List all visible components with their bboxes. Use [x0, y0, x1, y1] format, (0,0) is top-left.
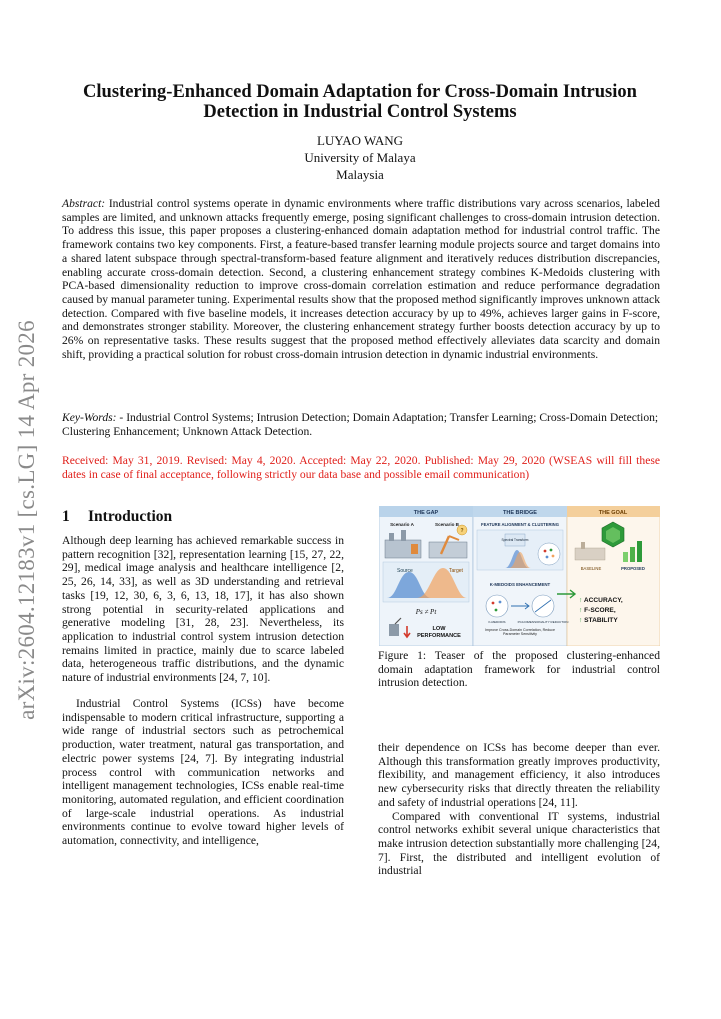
- kmedoids-mini-label: K-MEDOIDS: [488, 620, 506, 624]
- baseline-label: BASELINE: [580, 566, 602, 571]
- keywords-label: Key-Words:: [62, 411, 117, 424]
- intro-paragraph-2: [62, 697, 344, 848]
- section-heading: [62, 508, 172, 526]
- abstract-text: Industrial control systems operate in dynamic environments where traffic distributions vary across scenarios, labeled samples are limited, and unknown attacks frequently emerge, posing significant challenges to cross-domain intrusion detection. To address this issue, this paper proposes a clustering-enhanced domain adaptation method for industrial control traffic. The framework contains two key components. First, a feature-based transfer learning module projects source and target domains into a shared latent subspace through spectral-transform-based feature alignment and iteratively reduces distribution discrepancies, enabling accurate cross-domain detection. Second, a clustering enhancement strategy combines K-Medoids clustering with PCA-based dimensionality reduction to improve cross-domain correlation estimation and reduce performance degradation caused by manual parameter tuning. Experimental results show that the proposed method significantly improves unknown attack detection. Compared with five baseline models, it increases detection accuracy by up to 49%, achieves larger gains in F-score, and demonstrates stronger stability. Moreover, the clustering enhancement strategy further boosts detection accuracy by up to 26% on representative tasks. These results suggest that the proposed method effectively alleviates data scarcity and domain shift, providing a practical solution for robust cross-domain intrusion detection in dynamic industrial environments.: [62, 197, 660, 361]
- bridge-footer: Improve Cross-Domain Correlation, Reduce Parameter Sensitivity: [485, 628, 555, 637]
- fscore-line: ↑ F-SCORE,: [579, 607, 616, 614]
- pca-mini-label: PCA DIMENSIONALITY REDUCTION: [517, 620, 569, 624]
- stability-line: ↑ STABILITY: [579, 617, 618, 624]
- title-line-1: Clustering-Enhanced Domain Adaptation for Cross-Domain Intrusion: [83, 82, 637, 102]
- scenario-b-label: Scenario B: [435, 522, 459, 527]
- section-title: Introduction: [88, 508, 173, 525]
- paragraph-text: Compared with conventional IT systems, industrial control networks exhibit several unique characteristics that make intrusion detection substantially more challenging [24, 7]. First, the distributed and intelligent evolution of industrial: [378, 809, 660, 878]
- feature-alignment-label: FEATURE ALIGNMENT & CLUSTERING: [481, 522, 559, 527]
- spectral-label: Spectral Transform: [501, 538, 529, 542]
- intro-paragraph-1: [62, 534, 344, 685]
- author-block: [62, 132, 658, 183]
- paper-title: [62, 82, 658, 122]
- cluster-circle: [538, 543, 560, 565]
- abstract: [62, 197, 660, 361]
- distribution-gap-formula: Ps ≠ Pt: [415, 608, 437, 616]
- publication-dates: Received: May 31, 2019. Revised: May 4, 2020. Accepted: May 22, 2020. Published: May 29, 2020 (WSEAS will fill these dates in case of final acceptance, following strictly our data base and possible email communication): [62, 454, 660, 481]
- keywords-text: - Industrial Control Systems; Intrusion Detection; Domain Adaptation; Transfer Learning; Cross-Domain Detection; Clustering Enhancement; Unknown Attack Detection.: [62, 411, 659, 438]
- low-label: LOW: [432, 626, 446, 632]
- author-affiliation: University of Malaya: [304, 150, 416, 165]
- abstract-label: Abstract:: [62, 197, 106, 210]
- figure-caption: Figure 1: Teaser of the proposed clustering-enhanced domain adaptation framework for industrial control intrusion detection.: [378, 649, 660, 690]
- target-label: Target: [449, 568, 463, 574]
- paragraph-text: their dependence on ICSs has become deeper than ever. Although this transformation greatly improves productivity, flexibility, and management efficiency, it also introduces new cybersecurity risks that directly threaten the reliability and safety of industrial operations [24, 11].: [378, 741, 660, 809]
- kmedoids-enhancement-label: K-MEDOIDS ENHANCEMENT: [489, 582, 551, 587]
- teaser-figure: [379, 506, 660, 646]
- bridge-title: THE BRIDGE: [503, 510, 537, 516]
- title-line-2: Detection in Industrial Control Systems: [203, 102, 517, 122]
- goal-title: THE GOAL: [598, 510, 628, 516]
- author-country: Malaysia: [336, 167, 384, 182]
- keywords: [62, 411, 660, 438]
- source-label: Source: [397, 568, 413, 574]
- svg-text:?: ?: [460, 528, 464, 534]
- arxiv-identifier: arXiv:2604.12183v1 [cs.LG] 14 Apr 2026: [14, 320, 39, 720]
- kmedoids-circle: [486, 595, 508, 617]
- section-number: 1: [62, 508, 70, 525]
- intro-paragraph-3: [378, 741, 660, 878]
- proposed-label: PROPOSED: [621, 566, 645, 571]
- accuracy-line: ↑ ACCURACY,: [579, 597, 623, 604]
- performance-label: PERFORMANCE: [417, 633, 461, 639]
- paragraph-text: Industrial Control Systems (ICSs) have become indispensable to modern critical infrastructure, supporting a wide range of industrial sectors such as petrochemical production, water treatment, natural gas transportation, and electric power systems [24, 7]. By integrating industrial process control with communication networks and intelligent management technologies, ICSs enable real-time monitoring, automated regulation, and efficient coordination of large-scale industrial operations. As industrial environments continue to evolve toward higher levels of automation, connectivity, and intelligence,: [62, 697, 344, 848]
- scenario-a-label: Scenario A: [390, 522, 414, 527]
- bridge-panel: [473, 506, 567, 646]
- paragraph-text: Although deep learning has achieved remarkable success in pattern recognition [32], representation learning [15, 27, 22, 29], medical image analysis and healthcare intelligence [2, 25, 26, 14, 33], as well as 3D understanding and retrieval tasks [19, 12, 30, 6, 3, 6, 13, 18, 17], it has also shown strong potential in security-related applications and generative modeling [31, 28, 23]. Nevertheless, its application to industrial control system intrusion detection remains limited in practice, mainly due to scarce labeled data, heterogeneous traffic distributions, and the dynamic nature of industrial environments [24, 7, 10].: [62, 534, 344, 685]
- gap-title: THE GAP: [413, 510, 439, 516]
- author-name: LUYAO WANG: [316, 133, 404, 148]
